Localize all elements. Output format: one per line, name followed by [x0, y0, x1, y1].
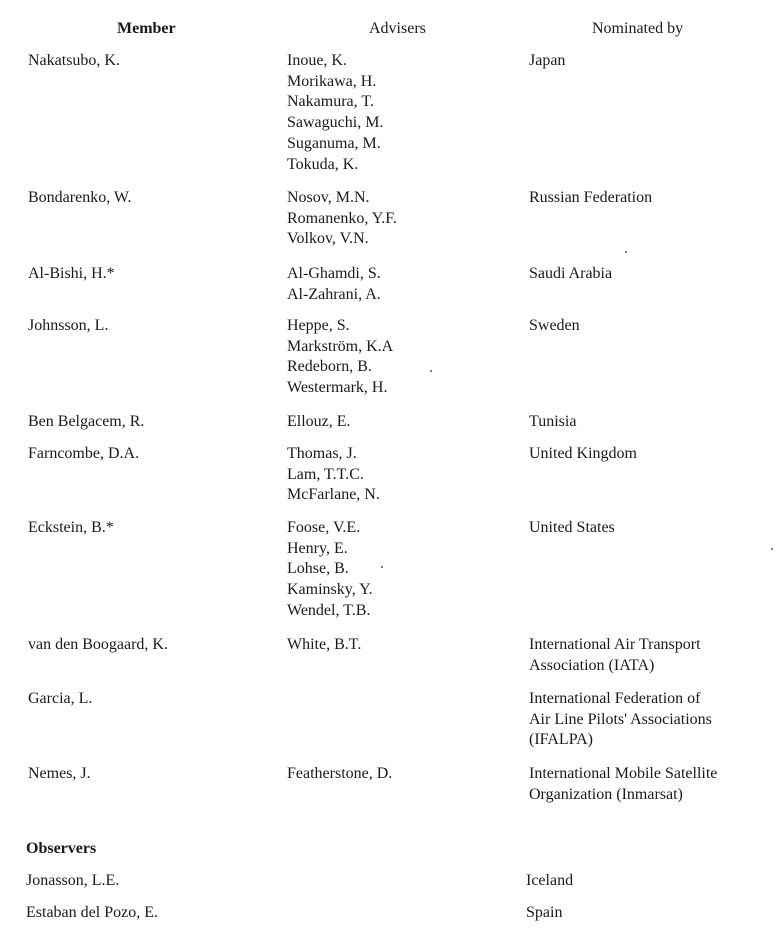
adviser-list	[287, 316, 393, 399]
nominated-by-line: International Air Transport	[529, 636, 701, 653]
adviser-list-line: Foose, V.E.	[287, 519, 361, 536]
adviser-list-line: Sawaguchi, M.	[287, 114, 384, 132]
member-name: Nemes, J.	[28, 765, 91, 782]
adviser-list-line: Ellouz, E.	[287, 413, 351, 430]
member-name: Farncombe, D.A.	[28, 445, 140, 462]
scan-speck	[430, 370, 432, 372]
scan-speck	[771, 548, 773, 550]
nominated-by	[529, 412, 576, 433]
adviser-list-line: Inoue, K.	[287, 52, 347, 69]
adviser-list-line: McFarlane, N.	[287, 486, 380, 504]
nominated-by	[529, 264, 612, 285]
nominated-by-line: Tunisia	[529, 413, 577, 430]
member-name: Johnsson, L.	[28, 317, 109, 334]
adviser-list	[287, 188, 397, 250]
header-advisers: Advisers	[369, 20, 426, 37]
member-name: Garcia, L.	[28, 690, 93, 707]
nominated-by-line: Association (IATA)	[529, 656, 655, 674]
adviser-list-line: Nosov, M.N.	[287, 189, 370, 206]
nominated-by-line: International Mobile Satellite	[529, 765, 718, 782]
adviser-list-line: Romanenko, Y.F.	[287, 209, 397, 227]
adviser-list-line: Wendel, T.B.	[287, 601, 371, 619]
nominated-by	[529, 518, 615, 539]
adviser-list-line: Redeborn, B.	[287, 358, 372, 376]
adviser-list-line: Nakamura, T.	[287, 93, 374, 111]
nominated-by-line: United States	[529, 519, 615, 536]
header-nominated-by: Nominated by	[592, 20, 684, 37]
nominated-by	[529, 444, 637, 465]
observer-name: Estaban del Pozo, E.	[26, 904, 158, 921]
scan-speck	[625, 251, 627, 253]
nominated-by-line: (IFALPA)	[529, 731, 594, 749]
adviser-list	[287, 635, 361, 656]
nominated-by-line: Russian Federation	[529, 189, 653, 206]
adviser-list-line: Westermark, H.	[287, 379, 388, 397]
nominated-by-line: Sweden	[529, 317, 580, 334]
nominated-by	[529, 635, 701, 676]
member-name: van den Boogaard, K.	[28, 636, 168, 653]
adviser-list-line: White, B.T.	[287, 636, 362, 653]
adviser-list-line: Henry, E.	[287, 539, 348, 557]
nominated-by-line: United Kingdom	[529, 445, 637, 462]
adviser-list	[287, 764, 392, 785]
adviser-list	[287, 444, 380, 506]
observer-nominated-by: Iceland	[526, 872, 574, 889]
adviser-list-line: Kaminsky, Y.	[287, 581, 373, 599]
adviser-list-line: Al-Zahrani, A.	[287, 285, 381, 303]
nominated-by-line: Japan	[529, 52, 566, 69]
adviser-list	[287, 51, 383, 175]
member-name: Al-Bishi, H.*	[28, 265, 115, 282]
nominated-by	[529, 188, 652, 209]
member-name: Ben Belgacem, R.	[28, 413, 145, 430]
adviser-list-line: Volkov, V.N.	[287, 230, 369, 248]
nominated-by	[529, 689, 712, 751]
member-name: Eckstein, B.*	[28, 519, 114, 536]
adviser-list-line: Tokuda, K.	[287, 155, 359, 173]
nominated-by	[529, 316, 580, 337]
member-name: Bondarenko, W.	[28, 189, 132, 206]
adviser-list-line: Morikawa, H.	[287, 72, 377, 90]
adviser-list-line: Al-Ghamdi, S.	[287, 265, 381, 282]
nominated-by-line: International Federation of	[529, 690, 701, 707]
adviser-list-line: Featherstone, D.	[287, 765, 393, 782]
nominated-by-line: Saudi Arabia	[529, 265, 613, 282]
adviser-list-line: Lam, T.T.C.	[287, 465, 364, 483]
nominated-by	[529, 764, 717, 805]
observer-name: Jonasson, L.E.	[26, 872, 120, 889]
adviser-list	[287, 412, 351, 433]
adviser-list	[287, 264, 381, 305]
adviser-list-line: Lohse, B.	[287, 560, 349, 578]
member-name: Nakatsubo, K.	[28, 52, 120, 69]
header-member: Member	[117, 20, 176, 37]
nominated-by-line: Organization (Inmarsat)	[529, 785, 683, 803]
adviser-list-line: Thomas, J.	[287, 445, 357, 462]
nominated-by	[529, 51, 565, 72]
adviser-list-line: Markström, K.A	[287, 337, 394, 355]
observers-title: Observers	[26, 840, 97, 857]
adviser-list	[287, 518, 373, 622]
nominated-by-line: Air Line Pilots' Associations	[529, 710, 712, 728]
scan-speck	[381, 566, 383, 568]
adviser-list-line: Suganuma, M.	[287, 134, 381, 152]
observer-nominated-by: Spain	[526, 904, 563, 921]
adviser-list-line: Heppe, S.	[287, 317, 350, 334]
